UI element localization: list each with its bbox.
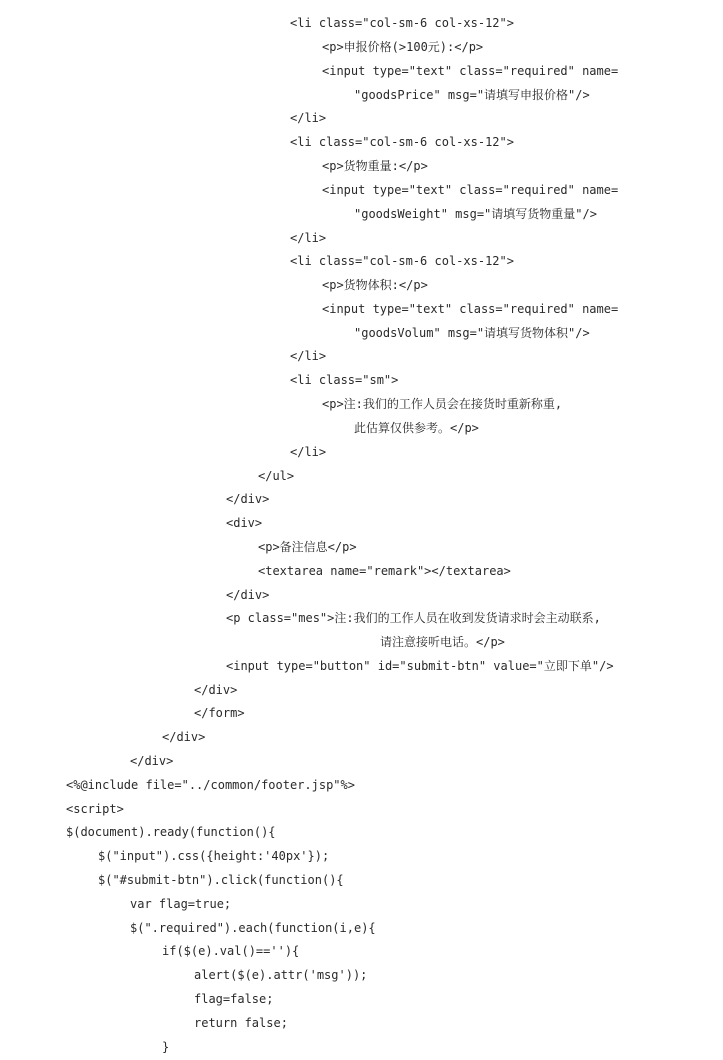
code-line: </li> (290, 349, 327, 363)
code-line: <p class="mes">注:我们的工作人员在收到发货请求时会主动联系, (226, 611, 601, 625)
code-line: </li> (290, 231, 327, 245)
code-line: 请注意接听电话。</p> (380, 635, 505, 649)
code-line: return false; (194, 1016, 288, 1030)
code-line: $("#submit-btn").click(function(){ (98, 873, 344, 887)
code-line: <li class="col-sm-6 col-xs-12"> (290, 16, 514, 30)
code-line: $(document).ready(function(){ (66, 825, 276, 839)
code-line: <p>货物体积:</p> (322, 278, 428, 292)
code-line: <input type="text" class="required" name= (322, 64, 619, 78)
code-line: "goodsPrice" msg="请填写申报价格"/> (354, 88, 590, 102)
code-line: alert($(e).attr('msg')); (194, 968, 368, 982)
code-line: <input type="text" class="required" name= (322, 302, 619, 316)
code-line: <p>申报价格(>100元):</p> (322, 40, 484, 54)
code-line: </li> (290, 445, 327, 459)
code-line: <input type="text" class="required" name= (322, 183, 619, 197)
code-line: "goodsVolum" msg="请填写货物体积"/> (354, 326, 590, 340)
code-line: </div> (226, 588, 270, 602)
code-line: <p>备注信息</p> (258, 540, 357, 554)
code-line: <script> (66, 802, 124, 816)
code-line: $("input").css({height:'40px'}); (98, 849, 330, 863)
code-line: $(".required").each(function(i,e){ (130, 921, 376, 935)
code-line: <li class="col-sm-6 col-xs-12"> (290, 135, 514, 149)
code-line: </form> (194, 706, 245, 720)
code-line: </div> (194, 683, 238, 697)
code-line: <input type="button" id="submit-btn" value="立即下单"/> (226, 659, 614, 673)
code-line: </div> (226, 492, 270, 506)
code-line: if($(e).val()==''){ (162, 944, 300, 958)
code-line: <textarea name="remark"></textarea> (258, 564, 511, 578)
code-line: "goodsWeight" msg="请填写货物重量"/> (354, 207, 597, 221)
code-line: flag=false; (194, 992, 274, 1006)
code-line: <div> (226, 516, 263, 530)
code-line: <p>注:我们的工作人员会在接货时重新称重, (322, 397, 563, 411)
code-line: } (162, 1040, 170, 1054)
code-line: <p>货物重量:</p> (322, 159, 428, 173)
code-line: var flag=true; (130, 897, 232, 911)
code-line: <li class="col-sm-6 col-xs-12"> (290, 254, 514, 268)
code-line: </ul> (258, 469, 295, 483)
code-line: 此估算仅供参考。</p> (354, 421, 479, 435)
code-line: </div> (130, 754, 174, 768)
code-line: </li> (290, 111, 327, 125)
code-line: <%@include file="../common/footer.jsp"%> (66, 778, 355, 792)
code-line: </div> (162, 730, 206, 744)
code-line: <li class="sm"> (290, 373, 399, 387)
